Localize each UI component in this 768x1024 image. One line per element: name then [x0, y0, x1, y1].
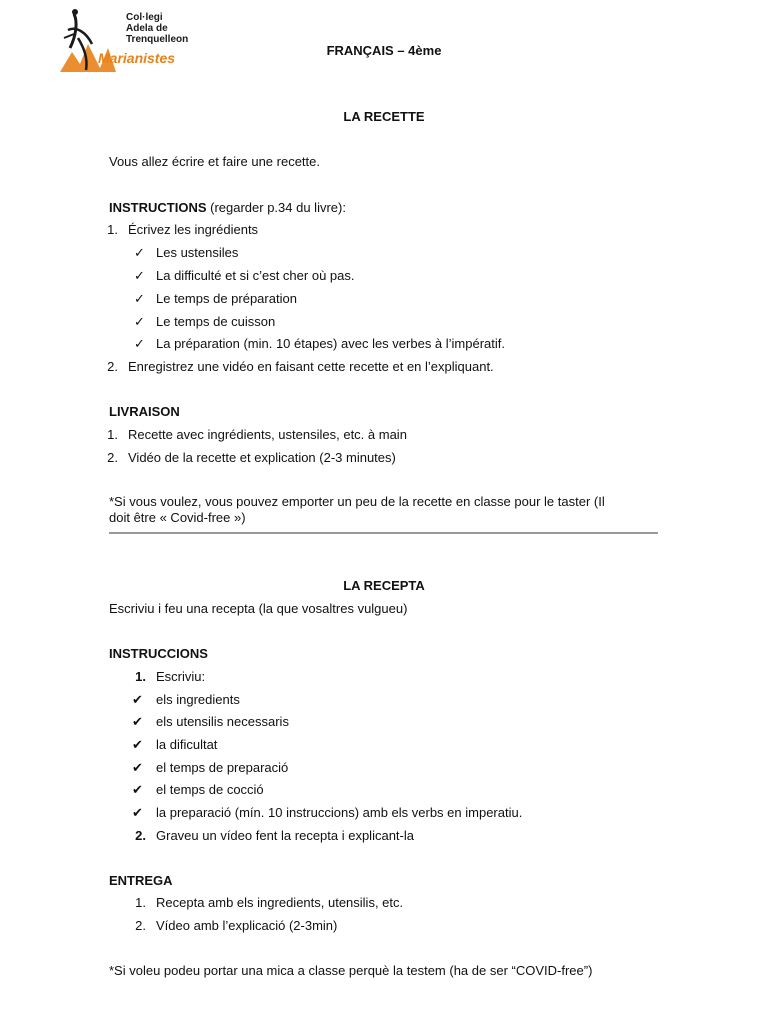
french-intro: Vous allez écrire et faire une recette.	[109, 154, 321, 169]
logo-line-3: Trenquelleon	[126, 34, 189, 45]
french-note-line-2: doit être « Covid-free »)	[109, 510, 246, 525]
check-text: la dificultat	[156, 737, 218, 752]
checkmark-icon: ✓	[134, 291, 145, 306]
checkmark-icon: ✔	[132, 805, 143, 820]
step-number: 2.	[135, 828, 146, 843]
check-text: Le temps de préparation	[156, 291, 297, 306]
delivery-text: Vídeo amb l’explicació (2-3min)	[156, 918, 338, 933]
check-text: Les ustensiles	[156, 245, 239, 260]
check-text: el temps de preparació	[156, 760, 289, 775]
catalan-instructions-heading: INSTRUCCIONS	[109, 646, 208, 661]
step-text: Graveu un vídeo fent la recepta i explicant-la	[156, 828, 414, 843]
logo-line-2: Adela de	[126, 23, 168, 34]
catalan-intro: Escriviu i feu una recepta (la que vosaltres vulgueu)	[109, 601, 408, 616]
catalan-delivery-heading: ENTREGA	[109, 873, 173, 888]
logo-line-1: Col·legi	[126, 12, 163, 23]
section-divider	[109, 532, 658, 534]
delivery-number: 1.	[135, 895, 146, 910]
course-title: FRANÇAIS – 4ème	[326, 43, 442, 58]
delivery-text: Recette avec ingrédients, ustensiles, etc. à main	[128, 427, 407, 442]
catalan-title: LA RECEPTA	[343, 578, 425, 593]
french-instructions-note: (regarder p.34 du livre):	[206, 200, 346, 215]
step-number: 1.	[135, 669, 146, 684]
checkmark-icon: ✔	[132, 714, 143, 729]
check-text: Le temps de cuisson	[156, 314, 276, 329]
french-delivery-heading: LIVRAISON	[109, 404, 180, 419]
check-text: La préparation (min. 10 étapes) avec les verbes à l’impératif.	[156, 336, 506, 351]
delivery-text: Vidéo de la recette et explication (2-3 minutes)	[128, 450, 396, 465]
step-number: 1.	[107, 222, 118, 237]
checkmark-icon: ✓	[134, 314, 145, 329]
delivery-number: 1.	[107, 427, 118, 442]
check-text: el temps de cocció	[156, 782, 264, 797]
french-instructions-heading: INSTRUCTIONS	[109, 200, 207, 215]
checkmark-icon: ✓	[134, 336, 145, 351]
french-title: LA RECETTE	[343, 109, 425, 124]
catalan-note: *Si voleu podeu portar una mica a classe perquè la testem (ha de ser “COVID-free”)	[109, 963, 593, 978]
french-instructions-line	[109, 200, 346, 216]
french-note-line-1: *Si vous voulez, vous pouvez emporter un peu de la recette en classe pour le taster (Il	[109, 494, 605, 509]
logo-brand: Marianistes	[98, 50, 176, 66]
checkmark-icon: ✓	[134, 268, 145, 283]
delivery-text: Recepta amb els ingredients, utensilis, etc.	[156, 895, 404, 910]
check-text: La difficulté et si c’est cher où pas.	[156, 268, 355, 283]
step-text: Enregistrez une vidéo en faisant cette recette et en l’expliquant.	[128, 359, 494, 374]
check-text: els utensilis necessaris	[156, 714, 289, 729]
checkmark-icon: ✔	[132, 782, 143, 797]
checkmark-icon: ✔	[132, 692, 143, 707]
check-text: la preparació (mín. 10 instruccions) amb els verbs en imperatiu.	[156, 805, 523, 820]
checkmark-icon: ✔	[132, 737, 143, 752]
step-text: Escriviu:	[156, 669, 206, 684]
check-text: els ingredients	[156, 692, 240, 707]
checkmark-icon: ✔	[132, 760, 143, 775]
delivery-number: 2.	[107, 450, 118, 465]
delivery-number: 2.	[135, 918, 146, 933]
step-text: Écrivez les ingrédients	[128, 222, 259, 237]
step-number: 2.	[107, 359, 118, 374]
checkmark-icon: ✓	[134, 245, 145, 260]
